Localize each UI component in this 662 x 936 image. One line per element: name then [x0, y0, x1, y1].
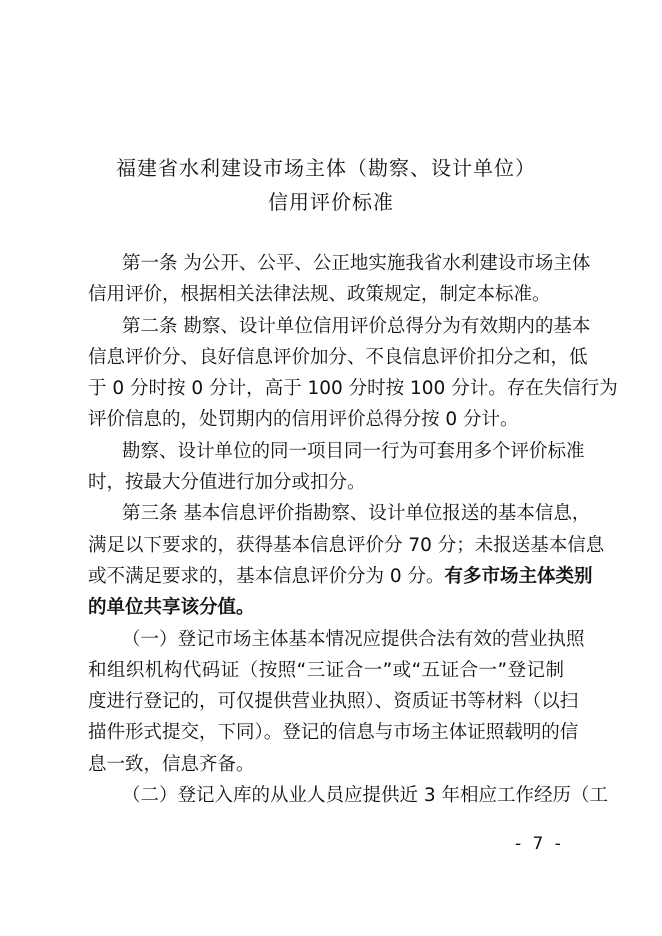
- text-segment: 或不满足要求的，基本信息评价分为 0 分。: [88, 565, 445, 587]
- text-line: [88, 686, 579, 717]
- text-line: [88, 436, 585, 467]
- document-title-line-1: 福建省水利建设市场主体（勘察、设计单位）: [116, 156, 536, 180]
- text-line: [88, 717, 579, 748]
- text-line: [88, 311, 591, 342]
- text-segment: 第二条 勘察、设计单位信用评价总得分为有效期内的基本: [122, 315, 591, 337]
- document-title-line-2: 信用评价标准: [268, 190, 394, 214]
- bold-text: 的单位共享该分值。: [88, 597, 255, 619]
- text-line: [88, 404, 564, 435]
- text-segment: 第一条 为公开、公平、公正地实施我省水利建设市场主体: [122, 253, 591, 274]
- bold-text: 有多市场主体类别: [444, 565, 593, 587]
- text-segment: 息一致，信息齐备。: [88, 753, 255, 775]
- text-segment: （一）登记市场主体基本情况应提供合法有效的营业执照: [122, 628, 585, 650]
- text-segment: 和组织机构代码证（按照“三证合一”或“五证合一”登记制: [88, 659, 564, 681]
- text-line: [88, 373, 618, 404]
- text-line: [88, 624, 585, 655]
- page-number: - 7 -: [515, 834, 564, 854]
- text-segment: 时，按最大分值进行加分或扣分。: [88, 472, 366, 494]
- text-line: [88, 248, 591, 279]
- text-line: [88, 279, 564, 310]
- text-line: [88, 342, 588, 373]
- text-segment: 度进行登记的，可仅提供营业执照）、资质证书等材料（以扫: [88, 691, 579, 713]
- text-line: [88, 592, 564, 623]
- text-segment: 第三条 基本信息评价指勘察、设计单位报送的基本信息，: [122, 503, 591, 525]
- text-line: [88, 780, 609, 811]
- text-segment: （二）登记入库的从业人员应提供近 3 年相应工作经历（工: [122, 785, 609, 807]
- text-segment: 于 0 分时按 0 分计，高于 100 分时按 100 分计。存在失信行为: [88, 378, 618, 400]
- text-line: [88, 749, 564, 780]
- text-segment: 满足以下要求的，获得基本信息评价分 70 分；未报送基本信息: [88, 534, 605, 556]
- text-line: [88, 530, 605, 561]
- text-line: [88, 467, 564, 498]
- document-body: [88, 248, 618, 811]
- text-segment: 描件形式提交，下同）。登记的信息与市场主体证照载明的信: [88, 722, 579, 744]
- text-segment: 勘察、设计单位的同一项目同一行为可套用多个评价标准: [122, 440, 585, 462]
- text-line: [88, 655, 564, 686]
- text-line: [88, 561, 593, 592]
- text-segment: 信息评价分、良好信息评价加分、不良信息评价扣分之和，低: [88, 346, 588, 368]
- text-segment: 评价信息的，处罚期内的信用评价总得分按 0 分计。: [88, 409, 519, 431]
- text-segment: 信用评价，根据相关法律法规、政策规定，制定本标准。: [88, 284, 551, 306]
- text-line: [88, 498, 591, 529]
